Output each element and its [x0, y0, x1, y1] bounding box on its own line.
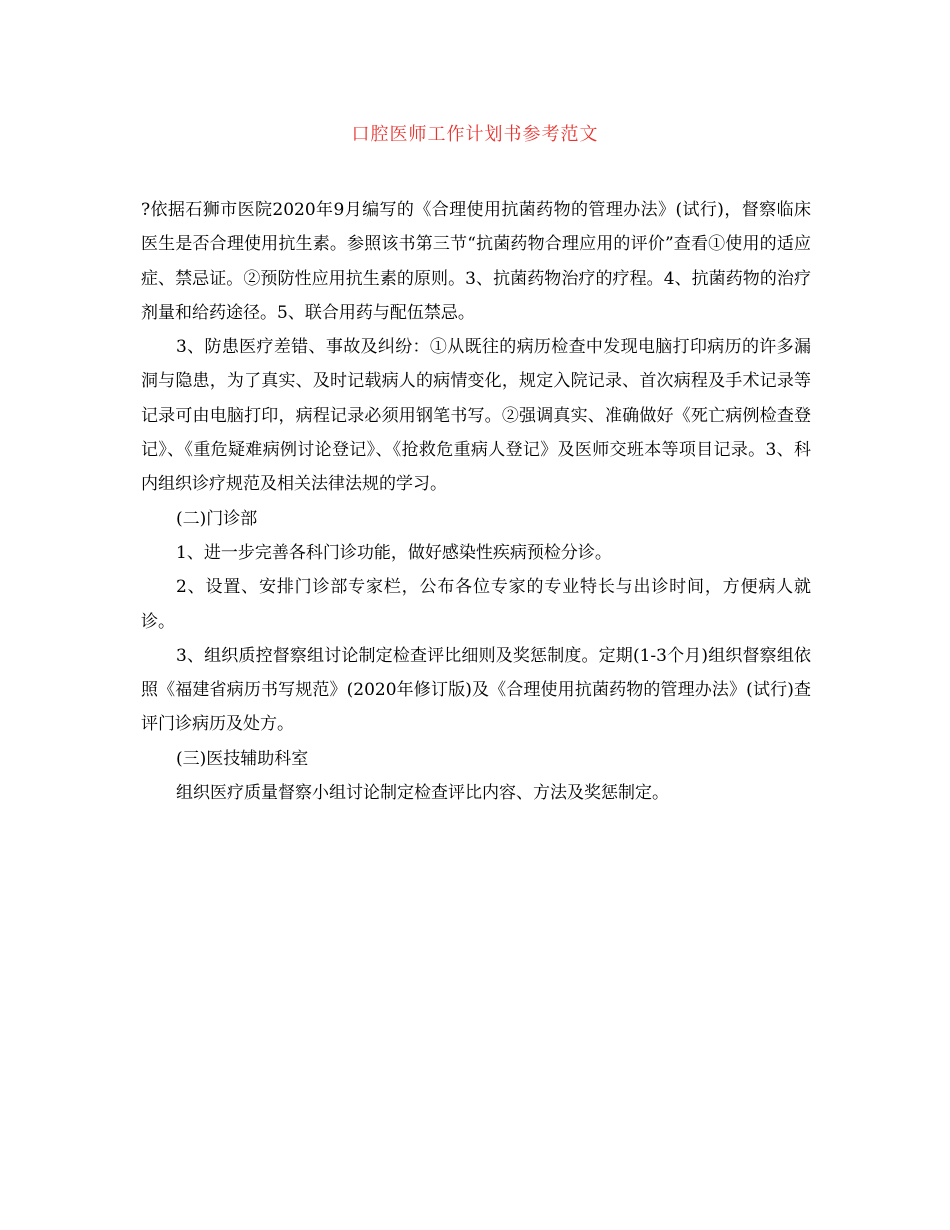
document-title: 口腔医师工作计划书参考范文: [351, 124, 599, 145]
paragraph: 3、组织质控督察组讨论制定检查评比细则及奖惩制度。定期(1-3个月)组织督察组依照《福建省病历书写规范》(2020年修订版)及《合理使用抗菌药物的管理办法》(试行)查评门诊病历及处方。: [141, 645, 811, 735]
section-heading-medical-tech: (三)医技辅助科室: [176, 748, 309, 769]
section-heading-outpatient: (二)门诊部: [176, 508, 258, 529]
paragraph: 3、防患医疗差错、事故及纠纷：①从既往的病历检查中发现电脑打印病历的许多漏洞与隐患，为了真实、及时记载病人的病情变化，规定入院记录、首次病程及手术记录等记录可由电脑打印，病程记录必须用钢笔书写。②强调真实、准确做好《死亡病例检查登记》、《重危疑难病例讨论登记》、《抢救危重病人登记》及医师交班本等项目记录。3、科内组织诊疗规范及相关法律法规的学习。: [141, 337, 811, 495]
paragraph: 1、进一步完善各科门诊功能，做好感染性疾病预检分诊。: [176, 542, 612, 563]
paragraph: ?依据石狮市医院2020年9月编写的《合理使用抗菌药物的管理办法》(试行)，督察临床医生是否合理使用抗生素。参照该书第三节“抗菌药物合理应用的评价”查看①使用的适应症、禁忌证。②预防性应用抗生素的原则。3、抗菌药物治疗的疗程。4、抗菌药物的治疗剂量和给药途径。5、联合用药与配伍禁忌。: [141, 200, 811, 323]
paragraph: 2、设置、安排门诊部专家栏，公布各位专家的专业特长与出诊时间，方便病人就诊。: [141, 577, 811, 632]
document-body: [141, 193, 811, 810]
paragraph: 组织医疗质量督察小组讨论制定检查评比内容、方法及奖惩制定。: [176, 783, 669, 804]
